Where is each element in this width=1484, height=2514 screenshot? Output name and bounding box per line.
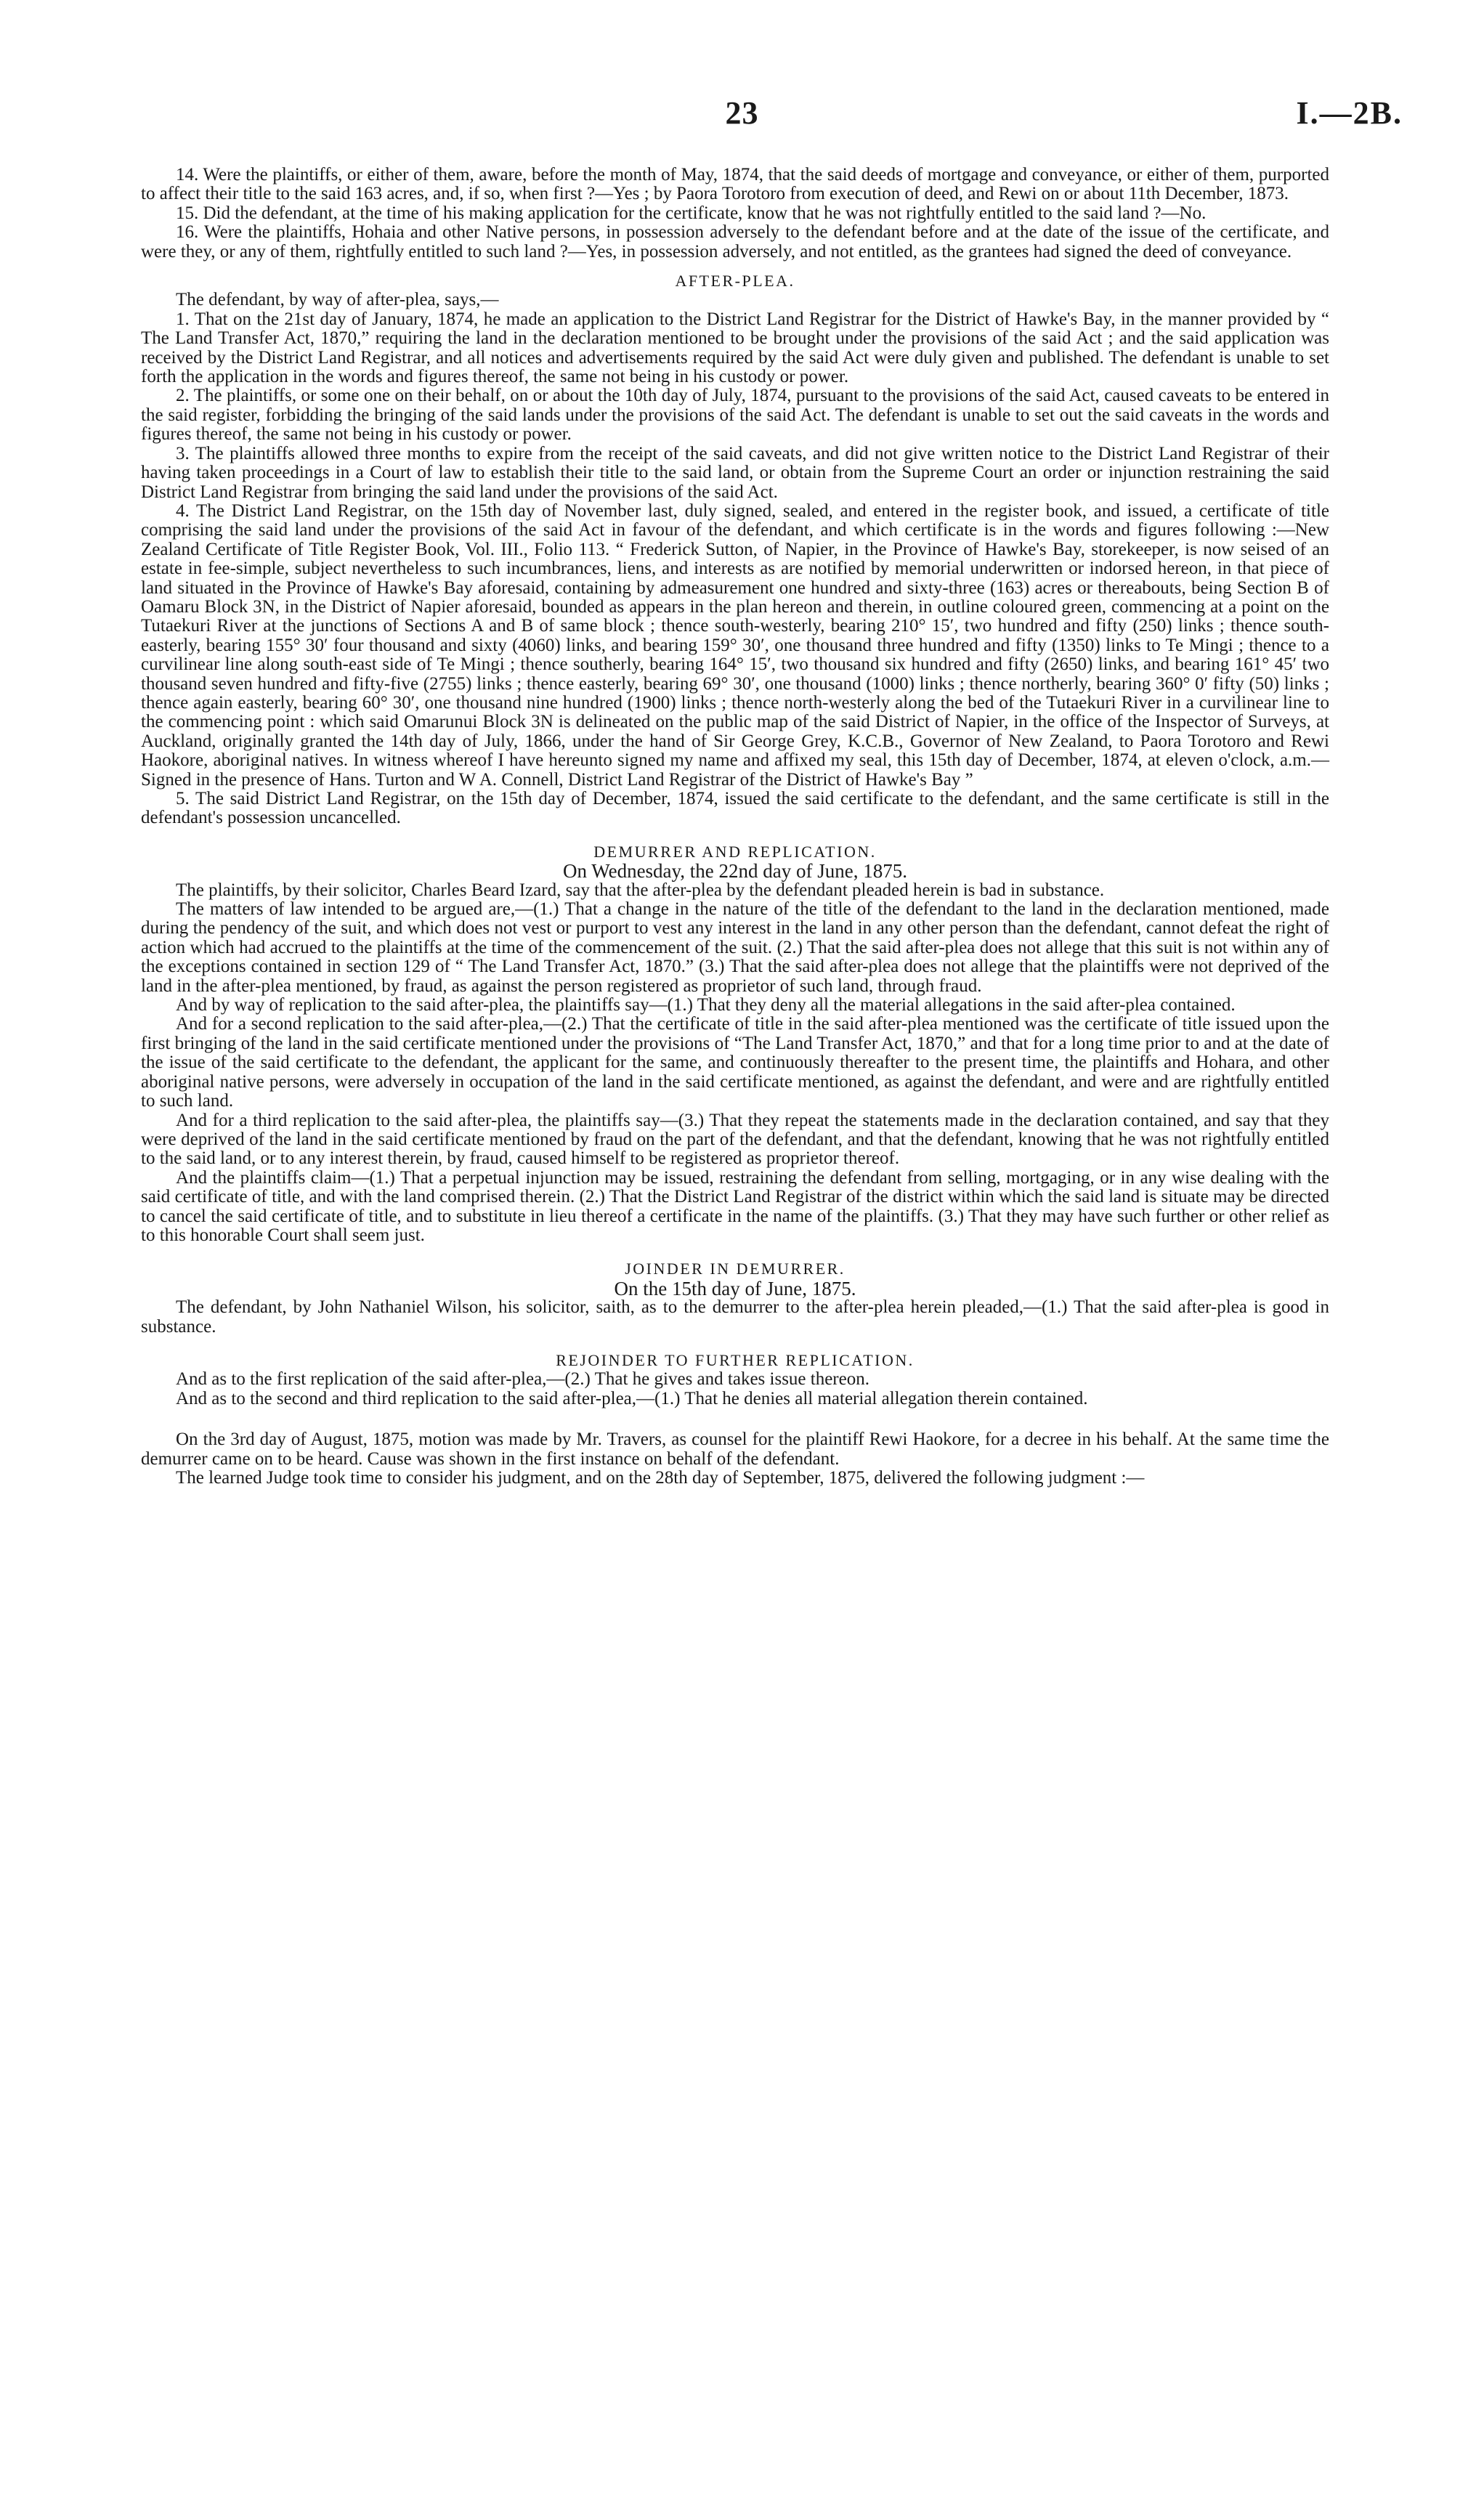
after-plea-heading: AFTER-PLEA. [675,272,795,291]
rejoinder-paragraph: And as to the second and third replication to the said after-plea,—(1.) That he denies all material allegation therein contained. [176,1388,1088,1408]
question-16: 16. Were the plaintiffs, Hohaia and other Native persons, in possession adversely to the defendant before and at the date of the issue of the certificate, and were they, or any of them, rightfully entitled to such land ?—Yes, in possession adversely, and not entitled, as the grantees had signed the deed of conveyance. [141,222,1329,261]
joinder-paragraph: The defendant, by John Nathaniel Wilson, his solicitor, saith, as to the demurrer to the after-plea herein pleaded,—(1.) That the said after-plea is good in substance. [141,1297,1329,1337]
rejoinder-heading: REJOINDER TO FURTHER REPLICATION. [556,1350,915,1369]
demurrer-paragraph: And the plaintiffs claim—(1.) That a perpetual injunction may be issued, restraining the defendant from selling, mortgaging, or in any wise dealing with the said certificate of title, and with the land comprised therein. (2.) That the District Land Registrar of the district within which the said land is situate may be directed to cancel the said certificate of title, and to substitute in lieu thereof a certificate in the name of the plaintiffs. (3.) That they may have such further or other relief as to this honorable Court shall seem just. [141,1167,1329,1245]
question-15: 15. Did the defendant, at the time of his making application for the certificate, know that he was not rightfully entitled to the said land ?—No. [176,203,1207,223]
after-plea-intro: The defendant, by way of after-plea, says,— [176,290,499,310]
after-plea-paragraph: 4. The District Land Registrar, on the 15th day of November last, duly signed, sealed, and entered in the register book, and issued, a certificate of title comprising the said land under the provisions of the said Act in favour of the defendant, and which certificate is in the words and figures following :—New Zealand Certificate of Title Register Book, Vol. III., Folio 113. “ Frederick Sutton, of Napier, in the Province of Hawke's Bay, storekeeper, is now seised of an estate in fee-simple, subject nevertheless to such incumbrances, liens, and interests as are notified by memorial underwritten or indorsed hereon, in that piece of land situated in the Province of Hawke's Bay aforesaid, containing by admeasurement one hundred and sixty-three (163) acres or thereabouts, being Section B of Oamaru Block 3N, in the District of Napier aforesaid, bounded as appears in the plan hereon and therein, in outline coloured green, commencing at a point on the Tutaekuri River at the junctions of Sections A and B of same block ; thence south-westerly, bearing 210° 15′, two hundred and fifty (250) links ; thence south-easterly, bearing 155° 30′ four thousand and sixty (4060) links, and bearing 159° 30′, one thousand three hundred and fifty (1350) links to Te Mingi ; thence to a curvilinear line along south-east side of Te Mingi ; thence southerly, bearing 164° 15′, two thousand six hundred and fifty (2650) links, and bearing 161° 45′ two thousand seven hundred and fifty-five (2755) links ; thence easterly, bearing 69° 30′, one thousand (1000) links ; thence northerly, bearing 360° 0′ fifty (50) links ; thence again easterly, bearing 60° 30′, one thousand nine hundred (1900) links ; thence north-westerly along the bed of the Tutaekuri River in a curvilinear line to the commencing point : which said Omarunui Block 3N is delineated on the public map of the said District of Napier, in the office of the Inspector of Surveys, at Auckland, originally granted the 14th day of July, 1866, under the hand of Sir George Grey, K.C.B., Governor of New Zealand, to Paora Torotoro and Rewi Haokore, aboriginal natives. In witness whereof I have hereunto signed my name and affixed my seal, this 15th day of December, 1874, at eleven o'clock, a.m.—Signed in the presence of Hans. Turton and W A. Connell, District Land Registrar of the District of Hawke's Bay ” [141,500,1329,790]
document-body [141,166,1329,1488]
rejoinder-paragraph: And as to the first replication of the said after-plea,—(2.) That he gives and takes issue thereon. [176,1369,869,1390]
after-plea-paragraph: 5. The said District Land Registrar, on the 15th day of December, 1874, issued the said certificate to the defendant, and the same certificate is still in the defendant's possession uncancelled. [141,789,1329,828]
closing-paragraph: The learned Judge took time to consider his judgment, and on the 28th day of September, 1875, delivered the following judgment :— [176,1468,1145,1488]
closing-paragraph: On the 3rd day of August, 1875, motion was made by Mr. Travers, as counsel for the plaintiff Rewi Haokore, for a decree in his behalf. At the same time the demurrer came on to be heard. Cause was shown in the first instance on behalf of the defendant. [141,1430,1329,1469]
after-plea-section [141,272,1329,828]
rejoinder-section [141,1351,1329,1408]
demurrer-paragraph: And by way of replication to the said after-plea, the plaintiffs say—(1.) That they deny all the material allegations in the said after-plea contained. [176,995,1236,1015]
joinder-section [141,1260,1329,1337]
joinder-date: On the 15th day of June, 1875. [614,1277,856,1299]
demurrer-paragraph: The matters of law intended to be argued are,—(1.) That a change in the nature of the title of the defendant to the land in the declaration mentioned, made during the pendency of the suit, and which does not vest or purport to vest any interest in the land in any other person than the defendant, cannot defeat the right of action which had accrued to the plaintiffs at the time of the commencement of the suit. (2.) That the said after-plea does not allege that this suit is not within any of the exceptions contained in section 129 of “ The Land Transfer Act, 1870.” (3.) That the said after-plea does not allege that the plaintiffs were not deprived of the land in the after-plea mentioned, by fraud, as against the person registered as proprietor of such land, through fraud. [141,899,1329,996]
question-14: 14. Were the plaintiffs, or either of them, aware, before the month of May, 1874, that the said deeds of mortgage and conveyance, or either of them, purported to affect their title to the said 163 acres, and, if so, when first ?—Yes ; by Paora Torotoro from execution of deed, and Rewi on or about 11th December, 1873. [141,165,1329,204]
demurrer-date: On Wednesday, the 22nd day of June, 1875. [563,860,907,883]
document-reference: I.—2B. [1296,95,1403,131]
page-number: 23 [725,95,759,131]
demurrer-section [141,843,1329,1246]
demurrer-paragraph: And for a second replication to the said after-plea,—(2.) That the certificate of title in the said after-plea mentioned was the certificate of title issued upon the first bringing of the land in the said certificate mentioned under the provisions of “The Land Transfer Act, 1870,” and that for a long time prior to and at the date of the issue of the said certificate to the defendant, the applicant for the same, and continuously thereafter to the present time, the plaintiffs and Hohara, and other aboriginal native persons, were adversely in occupation of the land in the said certificate mentioned, as against the defendant, and were and are rightfully entitled to such land. [141,1014,1329,1111]
demurrer-heading: DEMURRER AND REPLICATION. [593,842,877,861]
after-plea-paragraph: 3. The plaintiffs allowed three months to expire from the receipt of the said caveats, and did not give written notice to the District Land Registrar of their having taken proceedings in a Court of law to establish their title to the said land, or obtain from the Supreme Court an order or injunction restraining the said District Land Registrar from bringing the said land under the provisions of the said Act. [141,443,1329,502]
closing-section [141,1430,1329,1488]
questions-section [141,166,1329,261]
joinder-heading: JOINDER IN DEMURRER. [625,1260,846,1278]
demurrer-paragraph: And for a third replication to the said after-plea, the plaintiffs say—(3.) That they repeat the statements made in the declaration contained, and say that they were deprived of the land in the said certificate mentioned by fraud on the part of the defendant, and that the defendant, knowing that he was not rightfully entitled to the said land, or to any interest therein, by fraud, caused himself to be registered as proprietor thereof. [141,1110,1329,1169]
after-plea-paragraph: 1. That on the 21st day of January, 1874, he made an application to the District Land Registrar for the District of Hawke's Bay, in the manner provided by “ The Land Transfer Act, 1870,” requiring the land in the declaration mentioned to be brought under the provisions of the said Act ; and the said application was received by the District Land Registrar, and all notices and advertisements required by the said Act were duly given and published. The defendant is unable to set forth the application in the words and figures thereof, the same not being in his custody or power. [141,309,1329,387]
after-plea-paragraph: 2. The plaintiffs, or some one on their behalf, on or about the 10th day of July, 1874, pursuant to the provisions of the said Act, caused caveats to be entered in the said register, forbidding the bringing of the said lands under the provisions of the said Act. The defendant is unable to set out the said caveats in the words and figures thereof, the same not being in his custody or power. [141,386,1329,445]
demurrer-paragraph: The plaintiffs, by their solicitor, Charles Beard Izard, say that the after-plea by the defendant pleaded herein is bad in substance. [176,880,1105,900]
